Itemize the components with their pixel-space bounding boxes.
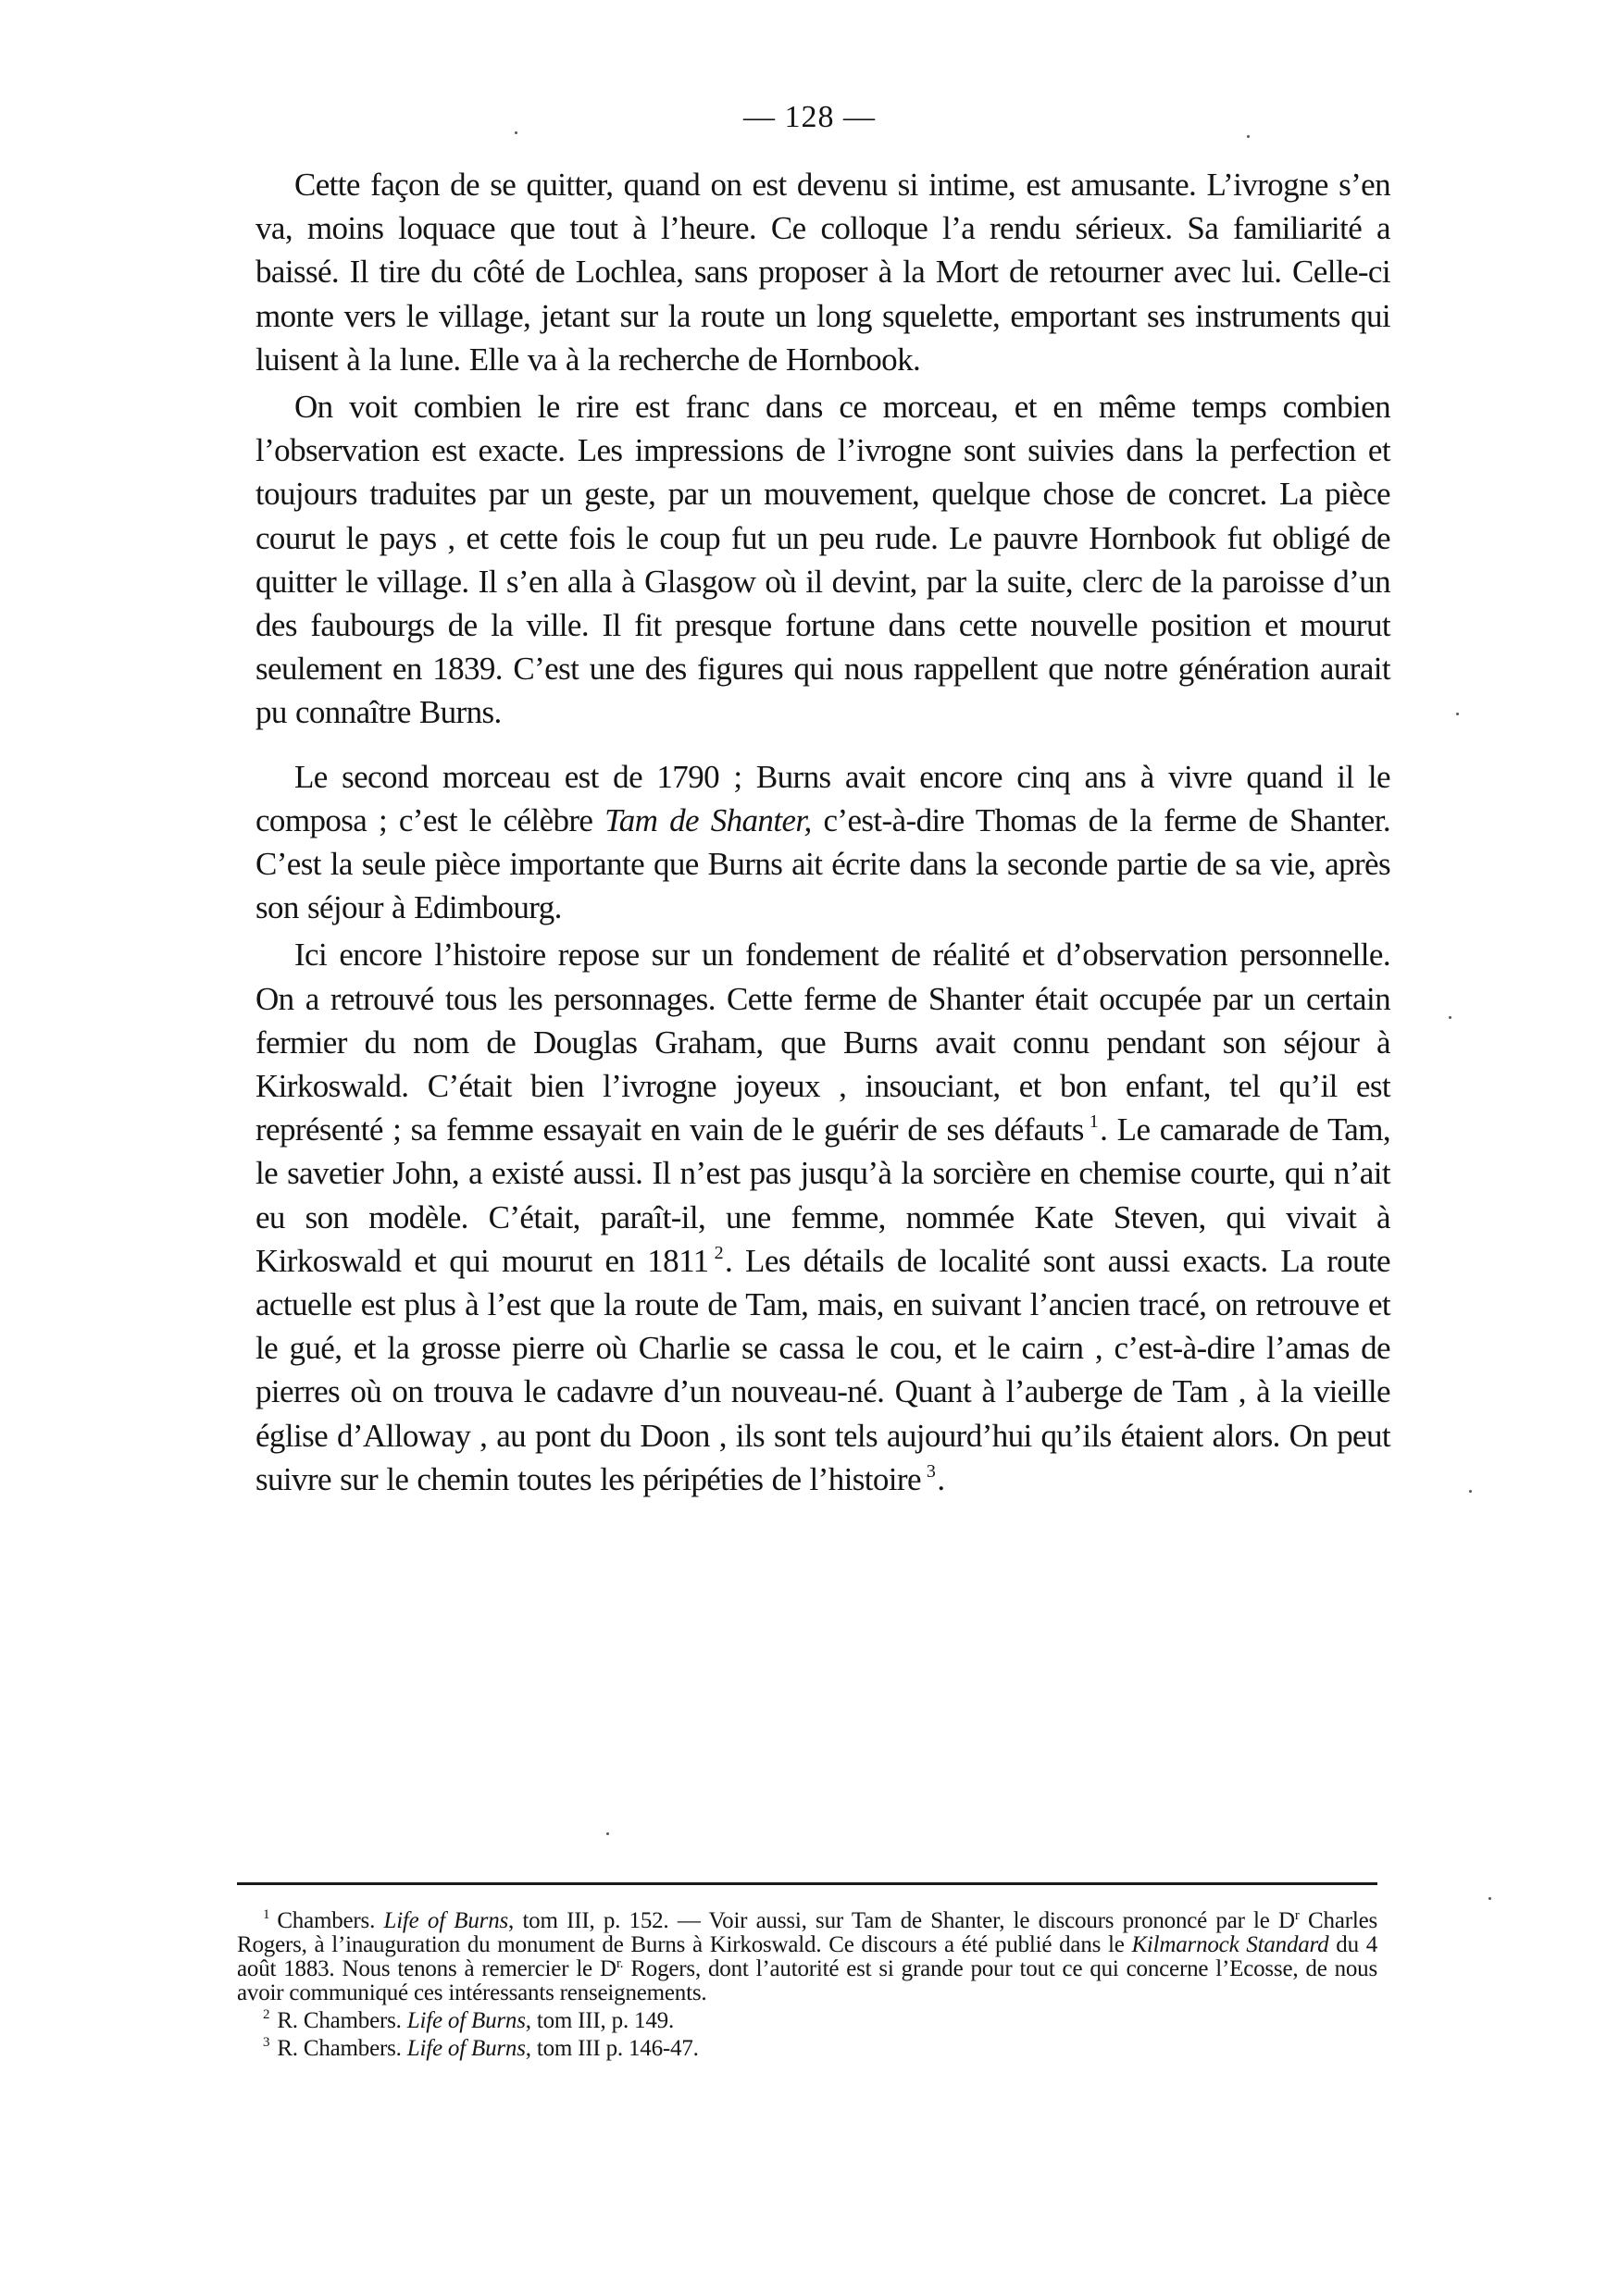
scan-speck [606, 1832, 609, 1835]
page-number: — 128 — [743, 100, 876, 134]
text-run: R. Chambers. [277, 2036, 407, 2061]
scan-speck [515, 131, 517, 134]
text-run: Charles Rogers, à l’inauguration du monument de Burns à Kirkoswald. Ce discours a été publié dans le [237, 1908, 1378, 1957]
scan-speck [1488, 1897, 1491, 1900]
text-run: Ici encore l’histoire repose sur un fondement de réalité et d’observation personnelle. On a retrouvé tous les personnages. Cette ferme de Shanter était occupée par un certain fermier du nom de Douglas Graham, que Burns avait connu pendant son séjour à Kirkoswald. C’était bien l’ivrogne joyeux , insouciant, et bon enfant, tel qu’il est représenté ; sa femme essayait en vain de le guérir de ses défauts [255, 937, 1390, 1148]
text-run: , tom III, p. 152. — Voir aussi, sur Tam de Shanter, le discours prononcé par le D [508, 1908, 1295, 1933]
text-run: c’est-à-dire Thomas de la ferme de Shanter. C’est la seule pièce importante que Burns ait écrite dans la seconde partie de sa vie, après son séjour à Edimbourg. [255, 801, 1390, 926]
footnote-reference[interactable]: 1 [1089, 1111, 1099, 1133]
text-run: Cette façon de se quitter, quand on est devenu si intime, est amusante. L’ivrogne s’en va, moins loquace que tout à l’heure. Ce colloque l’a rendu sérieux. Sa familiarité a baissé. Il tire du côté de Lochlea, sans proposer à la Mort de retourner avec lui. Celle-ci monte vers le village, jetant sur la route un long squelette, emportant ses instruments qui luisent à la lune. Elle va à la recherche de Hornbook. [255, 167, 1390, 378]
text-run: On voit combien le rire est franc dans ce morceau, et en même temps combien l’observation est exacte. Les impressions de l’ivrogne sont suivies dans la perfection et toujours traduites par un geste, par un mouvement, quelque chose de concret. La pièce courut le pays , et cette fois le coup fut un peu rude. Le pauvre Hornbook fut obligé de quitter le village. Il s’en alla à Glasgow où il devint, par la suite, clerc de la paroisse d’un des faubourgs de la ville. Il fit presque fortune dans cette nouvelle position et mourut seulement en 1839. C’est une des figures qui nous rappellent que notre génération aurait pu connaître Burns. [255, 389, 1390, 731]
text-run: . Les détails de localité sont aussi exacts. La route actuelle est plus à l’est que la route de Tam, mais, en suivant l’ancien tracé, on retrouve et le gué, et la grosse pierre où Charlie se cassa le cou, et le cairn , c’est-à-dire l’amas de pierres où on trouva le cadavre d’un nouveau-né. Quant à l’auberge de Tam , à la vieille église d’Alloway , au pont du Doon , ils sont tels aujourd’hui qu’ils étaient alors. On peut suivre sur le chemin toutes les péripéties de l’histoire [255, 1242, 1390, 1497]
footnote-marker: 2 [263, 2007, 270, 2022]
footnote-reference[interactable]: 2 [714, 1242, 723, 1263]
italic-title: Kilmarnock Standard [1131, 1932, 1329, 1957]
superscript-abbrev: r [1294, 1908, 1300, 1923]
scan-speck [1449, 1016, 1451, 1019]
footnote-marker: 1 [263, 1907, 270, 1922]
footnote [237, 2009, 1377, 2033]
italic-title: Life of Burns [406, 2036, 526, 2061]
footnotes [237, 1909, 1377, 2061]
text-run: R. Chambers. [277, 2008, 407, 2033]
footnote-separator-rule [237, 1882, 1377, 1885]
footnote-reference[interactable]: 3 [926, 1460, 936, 1482]
italic-title: Life of Burns [383, 1908, 509, 1933]
footnote-marker: 3 [263, 2035, 270, 2050]
text-run: du 4 août 1883. Nous tenons à remercier le D [237, 1932, 1377, 1981]
scan-speck [1247, 135, 1250, 138]
text-run: Le second morceau est de 1790 ; Burns avait encore cinq ans à vivre quand il le composa ; c’est le célèbre [255, 758, 1390, 838]
text-run: . Le camarade de Tam, le savetier John, a existé aussi. Il n’est pas jusqu’à la sorcière en chemise courte, qui n’ait eu son modèle. C’était, paraît-il, une femme, nommée Kate Steven, qui vivait à Kirkoswald et qui mourut en 1811 [255, 1111, 1391, 1279]
scan-speck [1456, 713, 1459, 715]
text-run: Rogers, dont l’autorité est si grande pour tout ce qui concerne l’Ecosse, de nous avoir communiqué ces intéressants renseignements. [237, 1956, 1378, 2005]
superscript-abbrev: r. [616, 1956, 624, 1971]
text-run: , tom III, p. 149. [525, 2008, 675, 2033]
italic-title: Tam de Shanter, [604, 801, 812, 838]
paragraph [255, 755, 1390, 930]
footnote [237, 2037, 1377, 2061]
text-run: . [937, 1460, 945, 1497]
paragraph [255, 933, 1390, 1501]
footnote [237, 1909, 1377, 2005]
italic-title: Life of Burns [406, 2008, 526, 2033]
text-run: , tom III p. 146-47. [525, 2036, 699, 2061]
scan-speck [1469, 1490, 1472, 1493]
paragraph [255, 385, 1390, 735]
paragraph [255, 163, 1390, 381]
body-text [255, 163, 1390, 1501]
text-run: Chambers. [277, 1908, 384, 1933]
